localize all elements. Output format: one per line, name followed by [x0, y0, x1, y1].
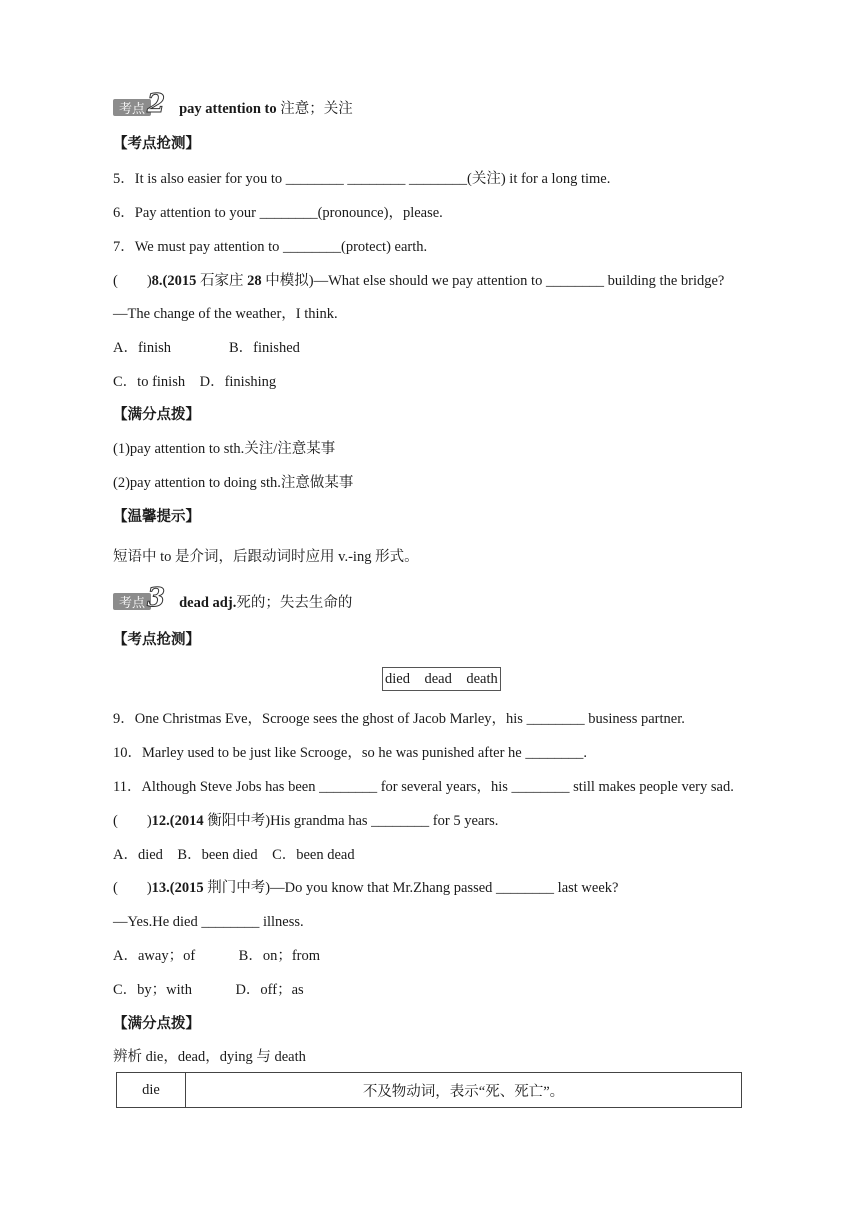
question-8-options-ab: A．finish B．finished — [113, 340, 300, 356]
section-term: pay attention to — [179, 100, 277, 117]
question-13: ( )13.(2015 荆门中考)—Do you know that Mr.Zhang passed ________ last week? — [113, 880, 619, 896]
subheading-tips: 【满分点拨】 — [113, 407, 200, 423]
question-12-options: A．died B．been died C．been dead — [113, 847, 355, 863]
tip-1: (1)pay attention to sth.关注/注意某事 — [113, 441, 336, 457]
section-badge: 考点 — [113, 99, 151, 116]
question-7: 7．We must pay attention to ________(protect) earth. — [113, 239, 428, 255]
question-8-options-cd: C．to finish D．finishing — [113, 374, 277, 390]
analysis-heading: 辨析 die，dead，dying 与 death — [113, 1049, 306, 1065]
question-6: 6．Pay attention to your ________(pronounce)，please. — [113, 205, 443, 221]
question-9: 9．One Christmas Eve，Scrooge sees the ghost of Jacob Marley，his ________ business partner. — [113, 711, 685, 727]
question-5: 5．It is also easier for you to ________ ________ ________(关注) it for a long time. — [113, 171, 611, 187]
warm-tip: 短语中 to 是介词，后跟动词时应用 v.-ing 形式。 — [113, 549, 419, 565]
question-13-answer: —Yes.He died ________ illness. — [113, 914, 304, 930]
question-11: 11．Although Steve Jobs has been ________ for several years，his ________ still makes people very sad. — [113, 779, 734, 795]
question-10: 10．Marley used to be just like Scrooge，so he was punished after he ________. — [113, 745, 587, 761]
question-13-options-ab: A．away；of B．on；from — [113, 948, 320, 964]
table-row — [117, 1073, 742, 1108]
section-2-header — [113, 89, 353, 119]
section-number: 3 — [147, 583, 166, 613]
question-12: ( )12.(2014 衡阳中考)His grandma has ________ for 5 years. — [113, 813, 499, 829]
section-meaning: 注意；关注 — [276, 100, 353, 117]
comparison-table — [116, 1072, 742, 1108]
section-meaning: 死的；失去生命的 — [236, 594, 353, 611]
question-8: ( )8.(2015 石家庄 28 中模拟)—What else should we pay attention to ________ building the bridge? — [113, 273, 725, 289]
tip-2: (2)pay attention to doing sth.注意做某事 — [113, 475, 354, 491]
subheading-tips: 【满分点拨】 — [113, 1016, 200, 1032]
section-term: dead adj. — [179, 594, 237, 611]
question-13-options-cd: C．by；with D．off；as — [113, 982, 304, 998]
section-number: 2 — [147, 89, 166, 119]
word-box: died dead death — [382, 667, 501, 691]
section-3-header — [113, 583, 353, 613]
table-cell-desc: 不及物动词，表示“死、死亡”。 — [186, 1073, 742, 1108]
question-8-answer: —The change of the weather，I think. — [113, 306, 338, 322]
table-cell-word: die — [117, 1073, 186, 1108]
section-badge: 考点 — [113, 593, 151, 610]
subheading-warm: 【温馨提示】 — [113, 509, 200, 525]
subheading-test: 【考点抢测】 — [113, 632, 200, 648]
subheading-test: 【考点抢测】 — [113, 136, 200, 152]
